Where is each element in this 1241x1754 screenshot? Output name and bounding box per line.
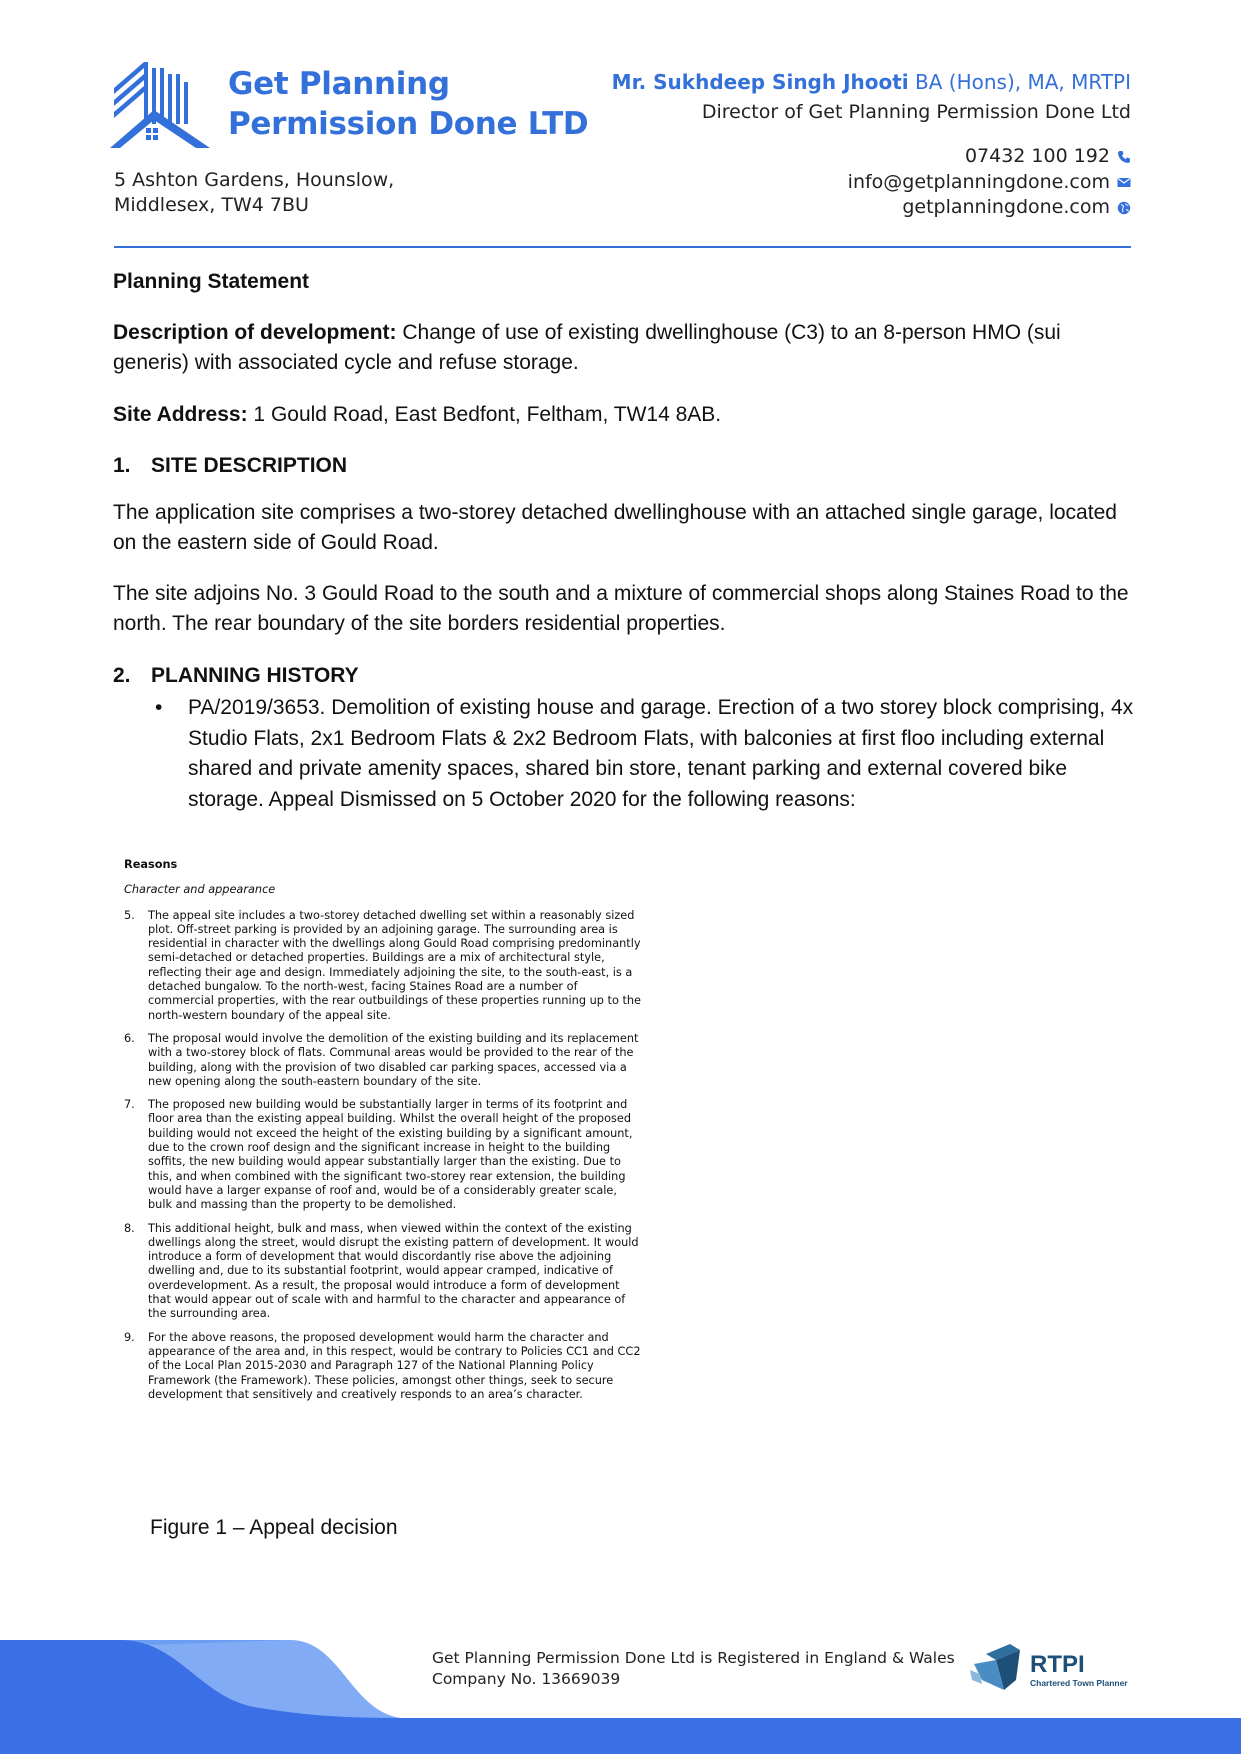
- appeal-heading: Reasons: [124, 858, 178, 871]
- globe-icon: [1117, 201, 1131, 215]
- contact-email-row: [848, 170, 1131, 196]
- appeal-paragraph: [124, 1331, 644, 1402]
- header-divider: [114, 246, 1131, 248]
- section-title: SITE DESCRIPTION: [151, 454, 348, 477]
- section-heading-site-description: [113, 451, 1133, 481]
- company-name: [228, 64, 588, 144]
- phone-icon: [1117, 150, 1131, 164]
- email-icon: [1117, 175, 1131, 189]
- section-title: PLANNING HISTORY: [151, 664, 359, 687]
- email-address[interactable]: info@getplanningdone.com: [847, 170, 1110, 193]
- description-label: Description of development:: [113, 321, 397, 344]
- footer-line2: Company No. 13669039: [432, 1670, 621, 1688]
- paragraph-text: The appeal site includes a two-storey detached dwelling set within a reasonably sized plot. Off-street parking is provided by an adjoining garage. The surrounding area is residential in character with the dwellings along Gould Road comprising predominantly semi-detached or detached properties. Buildings are a mix of architectural style, reflecting their age and design. Immediately adjoining the site, to the south-east, is a detached bungalow. To the north-west, facing Staines Road are a number of commercial properties, with the rear outbuildings of these properties running up to the north-western boundary of the appeal site.: [148, 908, 641, 1022]
- phone-number[interactable]: 07432 100 192: [964, 145, 1110, 167]
- site-description-paragraph-2: [113, 579, 1133, 639]
- paragraph-text: For the above reasons, the proposed development would harm the character and appearance of the area and, in this respect, would be contrary to Policies CC1 and CC2 of the Local Plan 2015-2030 and Paragraph 127 of the National Planning Policy Framework (the Framework). These policies, amongst other things, seek to secure development that sensitively and creatively responds to an area’s character.: [148, 1330, 641, 1401]
- figure-caption: Figure 1 – Appeal decision: [150, 1516, 398, 1539]
- website-link[interactable]: getplanningdone.com: [902, 196, 1110, 218]
- company-name-line2: Permission Done LTD: [228, 106, 589, 142]
- site-address-label: Site Address:: [113, 403, 248, 426]
- appeal-paragraph: [124, 909, 644, 1023]
- contact-website-row: [848, 195, 1131, 221]
- appeal-decision-extract: [124, 858, 644, 1411]
- bullet-icon: •: [155, 696, 163, 719]
- description-of-development: [113, 318, 1133, 378]
- company-address: [114, 168, 394, 218]
- appeal-subheading: Character and appearance: [124, 883, 276, 897]
- site-description-paragraph-1: [113, 498, 1133, 558]
- director-qualifications: BA (Hons), MA, MRTPI: [908, 70, 1131, 94]
- address-line1: 5 Ashton Gardens, Hounslow,: [114, 169, 395, 191]
- paragraph-text: The application site comprises a two-storey detached dwellinghouse with an attached single garage, located on the eastern side of Gould Road.: [113, 501, 1117, 554]
- director-name-text: Mr. Sukhdeep Singh Jhooti: [611, 70, 909, 94]
- rtpi-logo-icon: [968, 1640, 1128, 1696]
- section-number: 2.: [113, 664, 131, 687]
- paragraph-text: This additional height, bulk and mass, when viewed within the context of the existing dwellings along the street, would disrupt the existing pattern of development. It would introduce a form of development that would discordantly rise above the adjoining dwelling and, due to its substantial footprint, would appear cramped, indicative of overdevelopment. As a result, the proposal would introduce a form of development that would appear out of scale with and harmful to the character and appearance of the surrounding area.: [148, 1221, 639, 1321]
- contact-phone-row: [848, 144, 1131, 170]
- paragraph-text: The site adjoins No. 3 Gould Road to the south and a mixture of commercial shops along Staines Road to the north. The rear boundary of the site borders residential properties.: [113, 582, 1129, 635]
- planning-history-list-item: [150, 693, 1135, 815]
- paragraph-number: 6.: [124, 1031, 135, 1045]
- paragraph-text: The proposed new building would be substantially larger in terms of its footprint and floor area than the existing appeal building. Whilst the overall height of the proposed building would not exceed the height of the existing building by a significant amount, due to the crown roof design and the significant increase in height to the building soffits, the new building would appear substantially larger than the existing. Due to this, and when combined with the significant two-storey rear extension, the building would have a larger expanse of roof and, would be of a considerably greater scale, bulk and massing than the property to be demolished.: [148, 1098, 633, 1212]
- director-role: Director of Get Planning Permission Done Ltd: [701, 101, 1131, 123]
- paragraph-number: 9.: [124, 1330, 135, 1344]
- footer-line1: Get Planning Permission Done Ltd is Registered in England & Wales: [432, 1649, 955, 1667]
- appeal-paragraph: [124, 1222, 644, 1322]
- paragraph-number: 5.: [124, 908, 135, 922]
- appeal-paragraph: [124, 1098, 644, 1212]
- contact-details: [848, 144, 1131, 221]
- address-line2: Middlesex, TW4 7BU: [114, 194, 309, 216]
- page-title: [113, 267, 1133, 297]
- paragraph-text: The proposal would involve the demolition of the existing building and its replacement with a two-storey block of flats. Communal areas would be provided to the rear of the building, along with the provision of two disabled car parking spaces, accessed via a new opening along the south-eastern boundary of the site.: [148, 1031, 639, 1088]
- paragraph-number: 7.: [124, 1098, 135, 1112]
- site-address: [113, 400, 1133, 430]
- footer-registration: [432, 1648, 955, 1690]
- description-text: Change of use of existing dwellinghouse (C3) to an 8-person HMO (sui generis) with associated cycle and refuse storage.: [113, 321, 1061, 374]
- rtpi-subtitle: Chartered Town Planner: [1030, 1678, 1128, 1688]
- company-logo-icon: [110, 58, 214, 148]
- company-name-line1: Get Planning: [228, 66, 450, 102]
- paragraph-number: 8.: [124, 1221, 135, 1235]
- planning-history-text: PA/2019/3653. Demolition of existing house and garage. Erection of a two storey block comprising, 4x Studio Flats, 2x1 Bedroom Flats & 2x2 Bedroom Flats, with balconies at first floo including external shared and private amenity spaces, shared bin store, tenant parking and external covered bike storage. Appeal Dismissed on 5 October 2020 for the following reasons:: [188, 696, 1134, 811]
- appeal-paragraph: [124, 1032, 644, 1089]
- section-heading-planning-history: [113, 661, 1133, 691]
- rtpi-name: RTPI: [1030, 1651, 1085, 1678]
- section-number: 1.: [113, 454, 131, 477]
- site-address-text: 1 Gould Road, East Bedfont, Feltham, TW14 8AB.: [247, 403, 722, 426]
- page-title-text: Planning Statement: [113, 270, 310, 293]
- director-name: [612, 70, 1131, 94]
